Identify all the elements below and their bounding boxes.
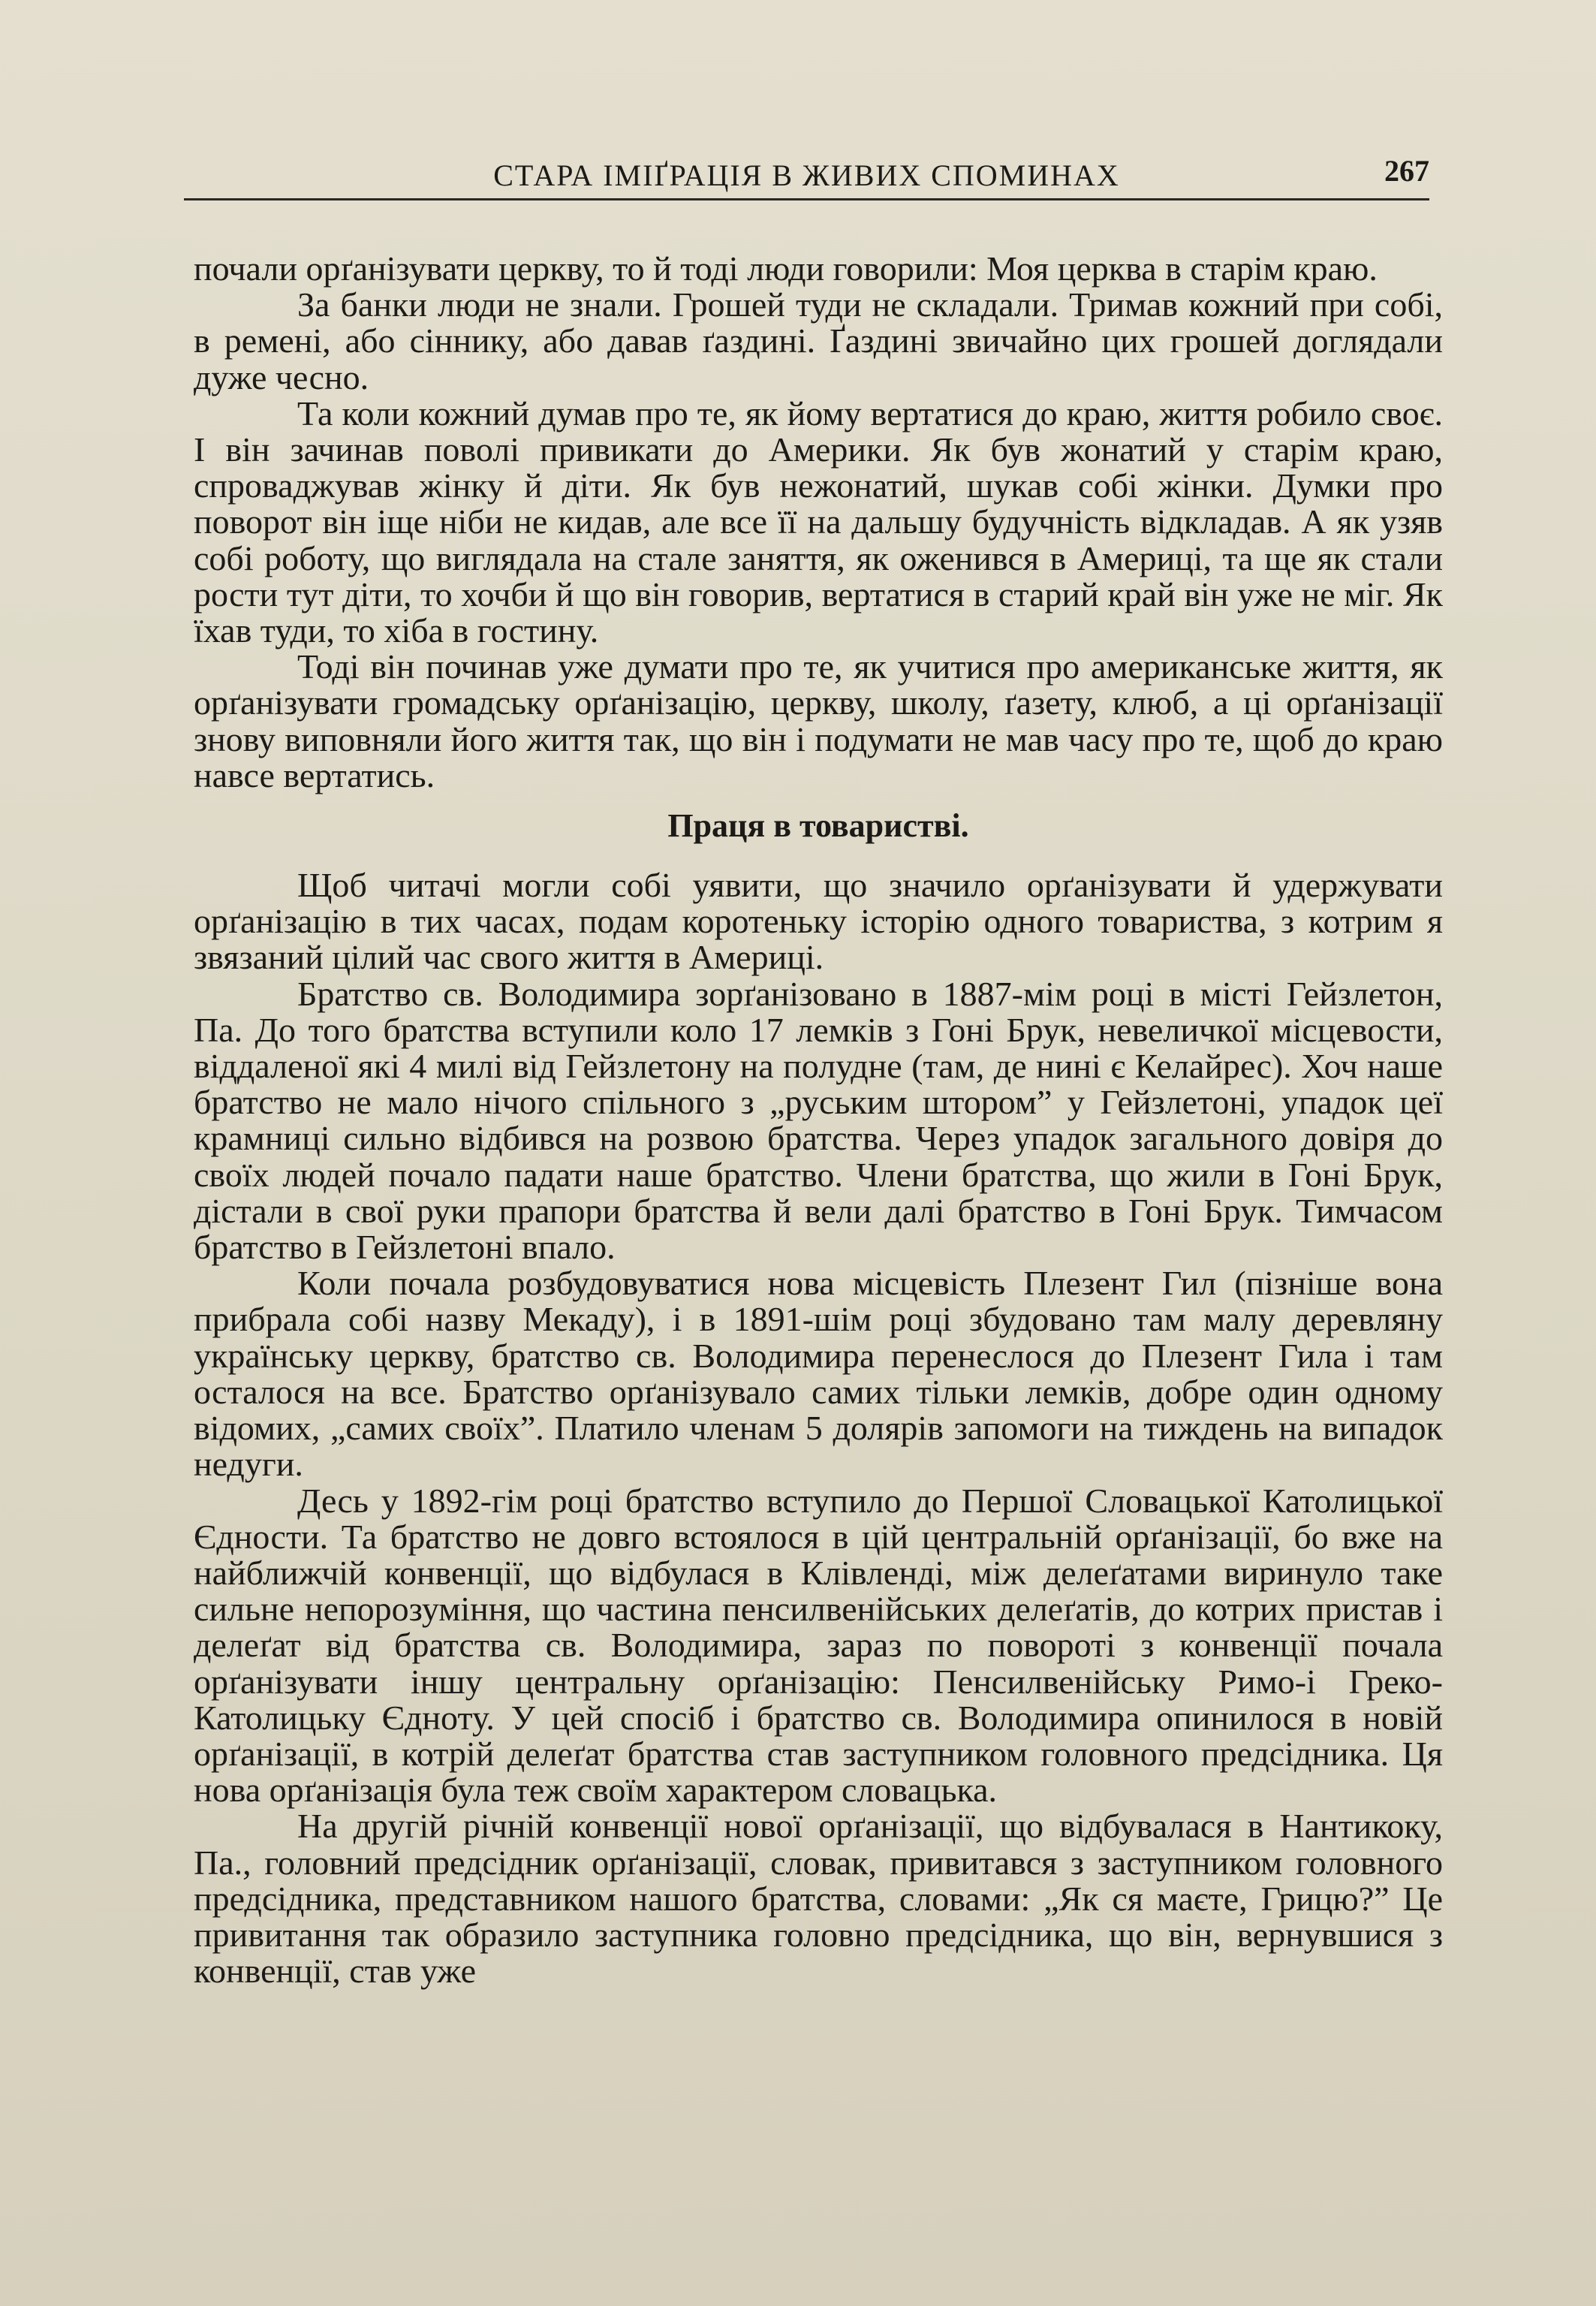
main-text — [194, 251, 1443, 1989]
paragraph: Щоб читачі могли собі уявити, що значило орґанізувати й удержувати орґанізацію в тих часах, подам коротеньку історію одного товариства, з котрим я звязаний цілий час свого життя в Америці. — [194, 866, 1443, 977]
section-heading: Праця в товаристві. — [667, 807, 969, 845]
paragraph: Та коли кожний думав про те, як йому вертатися до краю, життя робило своє. І він зачинав поволі привикати до Америки. Як був жонатий у старім краю, спроваджував жінку й діти. Як був нежонатий, шукав собі жінки. Думки про поворот він іще ніби не кидав, але все її на дальшу будучність відкладав. А як узяв собі роботу, що виглядала на стале заняття, як оженився в Америці, та ще як стали рости тут діти, то хочби й що він говорив, вертатися в старий край він уже не міг. Як їхав туди, то хіба в гостину. — [194, 393, 1443, 650]
paragraph: Десь у 1892-гім році братство вступило до Першої Словацької Католицької Єдности. Та братство не довго встоялося в цій центральній орґанізації, бо вже на найближчій конвенції, що відбулася в Клівленді, між делеґатами виринуло таке сильне непорозуміння, що частина пенсилвенійських делеґатів, до котрих пристав і делеґат від братства св. Володимира, зараз по повороті з конвенції почала орґанізувати іншу центральну орґанізацію: Пенсилвенійську Римо-і Греко-Католицьку Єдноту. У цей спосіб і братство св. Володимира опинилося в новій орґанізації, в котрій делеґат братства став заступником головного предсідника. Ця нова орґанізація була теж своїм характером словацька. — [194, 1481, 1443, 1810]
paragraph: Тоді він починав уже думати про те, як учитися про американське життя, як орґанізувати громадську орґанізацію, церкву, школу, ґазету, клюб, а ці орґанізації знову виповняли його життя так, що він і подумати не мав часу про те, щоб до краю навсе вертатись. — [194, 647, 1443, 794]
paragraph: почали орґанізувати церкву, то й тоді люди говорили: Моя церква в старім краю. — [194, 249, 1378, 288]
paragraph: Братство св. Володимира зорґанізовано в 1887-мім році в місті Гейзлетон, Па. До того братства вступили коло 17 лемків з Гоні Брук, невеличкої місцевости, віддаленої які 4 милі від Гейзлетону на полудне (там, де нині є Келайрес). Хоч наше братство не мало нічого спільного з „руським штором” у Гейзлетоні, упадок цеї крамниці сильно відбився на розвою братства. Через упадок загального довіря до своїх людей почало падати наше братство. Члени братства, що жили в Гоні Брук, дістали в свої руки прапори братства й вели далі братство в Гоні Брук. Тимчасом братство в Гейзлетоні впало. — [194, 974, 1443, 1267]
paragraph: Коли почала розбудовуватися нова місцевість Плезент Гил (пізніше вона прибрала собі назву Мекаду), і в 1891-шім році збудовано там малу деревляну українську церкву, братство св. Володимира перенеслося до Плезент Гила і там осталося на все. Братство орґанізувало самих тільки лемків, добре один одному відомих, „самих своїх”. Платило членам 5 долярів запомоги на тиждень на випадок недуги. — [194, 1264, 1443, 1484]
paragraph: За банки люди не знали. Грошей туди не складали. Тримав кожний при собі, в ремені, або сіннику, або давав ґаздині. Ґаздині звичайно цих грошей доглядали дуже чесно. — [194, 285, 1443, 396]
running-header — [184, 153, 1429, 200]
running-title: СТАРА ІМІҐРАЦІЯ В ЖИВИХ СПОМИНАХ — [493, 158, 1120, 192]
page-number: 267 — [1384, 154, 1429, 188]
paragraph: На другій річній конвенції нової орґанізації, що відбувалася в Нантикоку, Па., головний предсідник орґанізації, словак, привитався з заступником головного предсідника, представником нашого братства, словами: „Як ся маєте, Грицю?” Це привитання так образило заступника головно предсідника, що він, вернувшися з конвенції, став уже — [194, 1807, 1443, 1991]
